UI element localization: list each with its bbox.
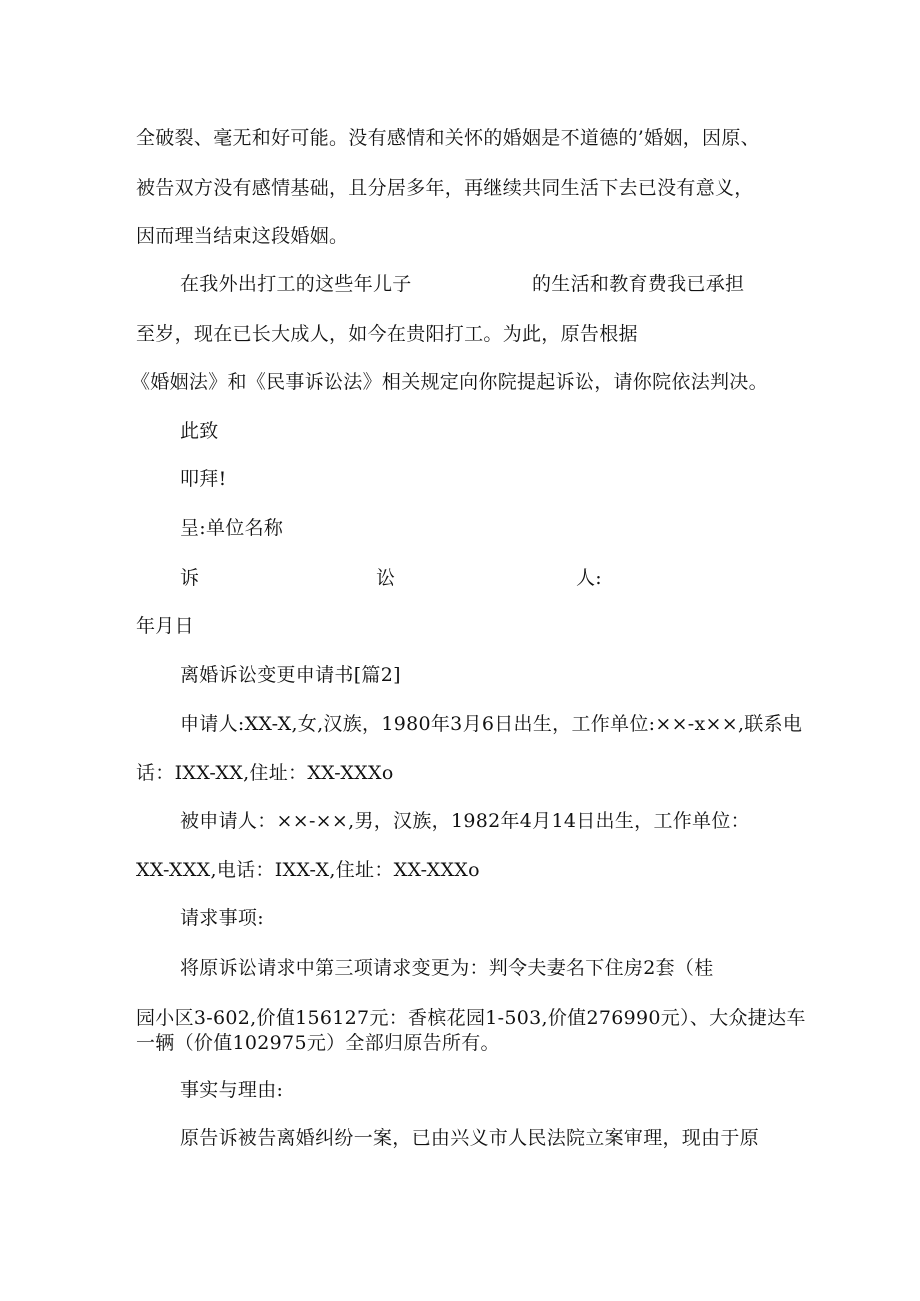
paragraph1-line2: 被告双方没有感情基础，且分居多年，再继续共同生活下去已没有意义， [136,177,754,199]
paragraph2-line2: 至岁，现在已长大成人，如今在贵阳打工。为此，原告根据 [136,323,638,345]
paragraph1-line3: 因而理当结束这段婚姻。 [136,225,349,247]
paragraph2-line3: 《婚姻法》和《民事诉讼法》相关规定向你院提起诉讼，请你院依法判决。 [131,371,768,393]
respondent-line2: XX-XXX,电话：IXX-X,住址：XX-XXXo [136,859,480,881]
paragraph1-line1: 全破裂、毫无和好可能。没有感情和关怀的婚姻是不道德的’婚姻，因原、 [136,127,760,149]
closing-date: 年月日 [136,615,194,637]
closing-recipient: 呈:单位名称 [180,517,284,539]
litigant-char-2: 讼 [376,567,396,589]
section2-title: 离婚诉讼变更申请书[篇2] [180,664,401,686]
litigant-char-3: 人: [576,567,603,589]
request-line1: 将原诉讼请求中第三项请求变更为：判令夫妻名下住房2套（桂 [180,957,714,979]
respondent-line1: 被申请人：××-××,男，汉族，1982年4月14日出生，工作单位： [180,810,750,832]
closing-salute: 叩拜! [180,468,227,490]
request-line3: 一辆（价值102975元）全部归原告所有。 [136,1032,500,1054]
facts-line1: 原告诉被告离婚纠纷一案，已由兴义市人民法院立案审理，现由于原 [180,1127,760,1149]
paragraph2-line1-part2: 的生活和教育费我已承担 [532,273,745,295]
facts-heading: 事实与理由: [180,1079,284,1101]
request-line2: 园小区3-602,价值156127元：香槟花园1-503,价值276990元）、大众捷达车 [136,1007,806,1029]
applicant-line1: 申请人:XX-X,女,汉族，1980年3月6日出生，工作单位:××-x××,联系电 [180,713,803,735]
litigant-char-1: 诉 [180,567,200,589]
paragraph2-line1-part1: 在我外出打工的这些年儿子 [180,273,412,295]
closing-greeting: 此致 [180,420,219,442]
applicant-line2: 话：IXX-XX,住址：XX-XXXo [136,762,394,784]
requests-heading: 请求事项: [180,907,264,929]
